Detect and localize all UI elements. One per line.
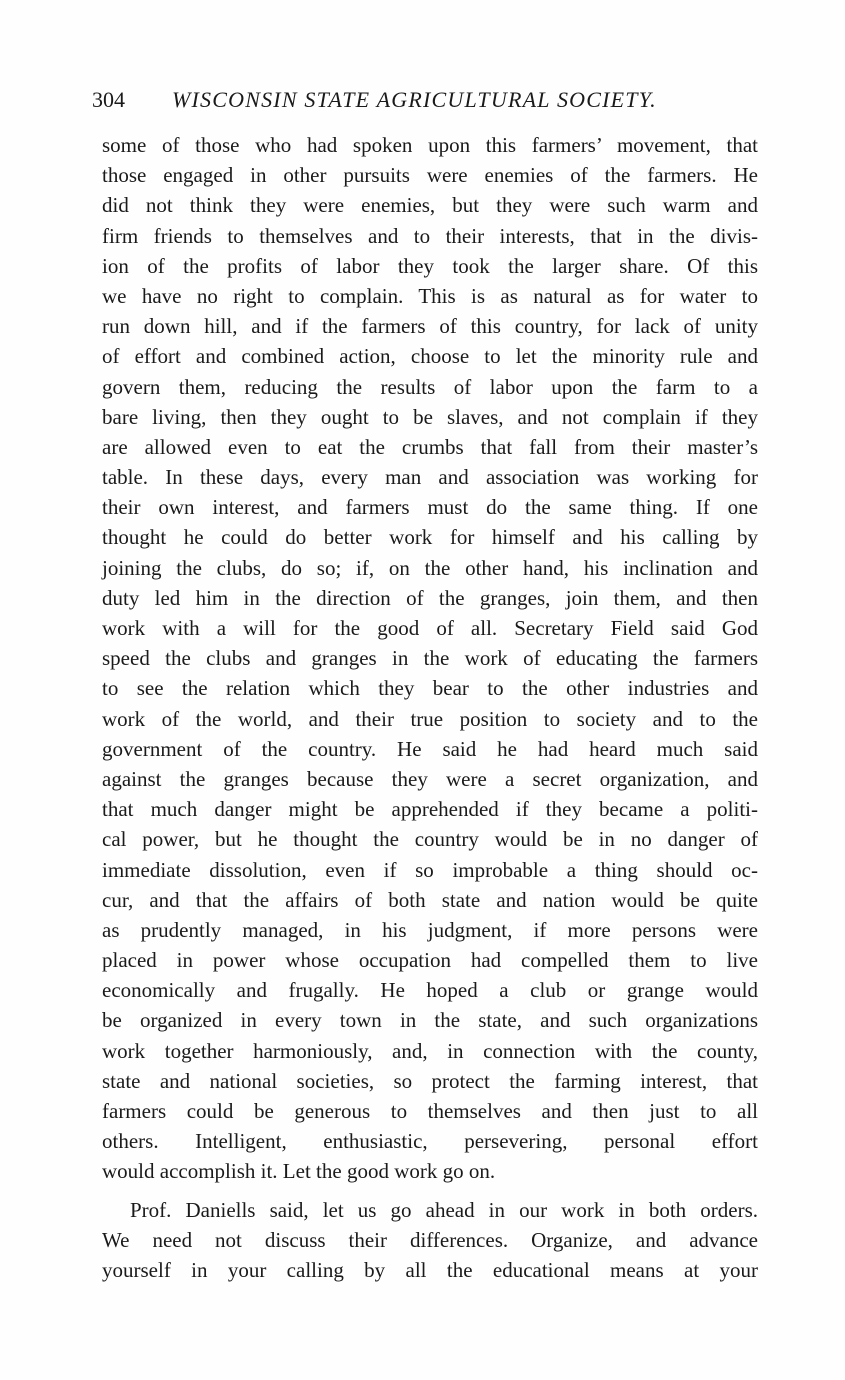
text-line: work of the world, and their true position to society and to the	[102, 706, 758, 731]
text-line: cur, and that the affairs of both state and nation would be quite	[102, 887, 758, 912]
text-line: yourself in your calling by all the educational means at your	[102, 1257, 758, 1282]
text-line: We need not discuss their differences. Organize, and advance	[102, 1227, 758, 1252]
page-number: 304	[92, 87, 125, 112]
paragraph	[102, 130, 758, 1187]
text-line: government of the country. He said he had heard much said	[102, 736, 758, 761]
text-line: placed in power whose occupation had compelled them to live	[102, 948, 758, 973]
paragraph	[102, 1195, 758, 1286]
text-line: table. In these days, every man and association was working for	[102, 465, 758, 490]
text-line: work with a will for the good of all. Secretary Field said God	[102, 616, 758, 640]
text-line: would accomplish it. Let the good work go on.	[102, 1159, 496, 1184]
body-text	[102, 130, 758, 1285]
text-line: we have no right to complain. This is as natural as for water to	[102, 283, 758, 308]
text-line: joining the clubs, do so; if, on the other hand, his inclination and	[102, 555, 758, 580]
text-line: firm friends to themselves and to their interests, that in the divis-	[102, 223, 758, 248]
text-line: their own interest, and farmers must do the same thing. If one	[102, 495, 758, 520]
text-line: to see the relation which they bear to the other industries and	[102, 676, 758, 701]
text-line: are allowed even to eat the crumbs that fall from their master’s	[102, 434, 758, 459]
paragraph-gap	[102, 1187, 758, 1195]
running-head	[92, 80, 772, 120]
text-line: be organized in every town in the state, and such organizations	[102, 1008, 758, 1033]
text-line: state and national societies, so protect the farming interest, that	[102, 1068, 758, 1093]
text-line: against the granges because they were a secret organization, and	[102, 766, 758, 791]
text-line: farmers could be generous to themselves and then just to all	[102, 1099, 758, 1123]
text-line: speed the clubs and granges in the work of educating the farmers	[102, 646, 758, 671]
text-line: immediate dissolution, even if so improbable a thing should oc-	[102, 857, 758, 882]
text-line: Prof. Daniells said, let us go ahead in our work in both orders.	[130, 1197, 758, 1222]
text-line: as prudently managed, in his judgment, if more persons were	[102, 917, 758, 942]
running-title: WISCONSIN STATE AGRICULTURAL SOCIETY.	[172, 87, 657, 112]
text-line: bare living, then they ought to be slaves, and not complain if they	[102, 404, 758, 429]
text-line: those engaged in other pursuits were enemies of the farmers. He	[102, 163, 758, 188]
text-line: work together harmoniously, and, in connection with the county,	[102, 1038, 758, 1063]
text-line: cal power, but he thought the country would be in no danger of	[102, 827, 758, 852]
text-line: ion of the profits of labor they took the larger share. Of this	[102, 253, 758, 278]
text-line: some of those who had spoken upon this farmers’ movement, that	[102, 133, 758, 157]
text-line: of effort and combined action, choose to let the minority rule and	[102, 344, 758, 369]
text-line: that much danger might be apprehended if they became a politi-	[102, 797, 758, 822]
text-line: economically and frugally. He hoped a club or grange would	[102, 978, 758, 1003]
text-line: govern them, reducing the results of labor upon the farm to a	[102, 374, 758, 399]
text-line: thought he could do better work for himself and his calling by	[102, 525, 758, 550]
text-line: run down hill, and if the farmers of this country, for lack of unity	[102, 314, 758, 339]
text-line: did not think they were enemies, but they were such warm and	[102, 193, 758, 218]
text-line: duty led him in the direction of the granges, join them, and then	[102, 585, 758, 610]
text-line: others. Intelligent, enthusiastic, persevering, personal effort	[102, 1129, 758, 1154]
